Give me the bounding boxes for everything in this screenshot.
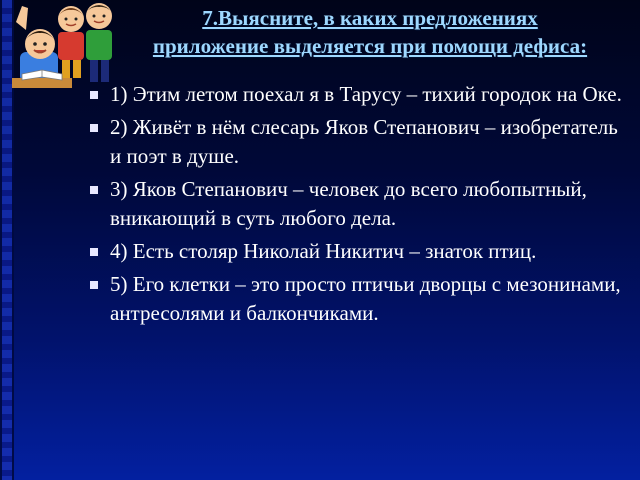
- list-item-text: 3) Яков Степанович – человек до всего любопытный, вникающий в суть любого дела.: [110, 177, 587, 230]
- bullet-square-icon: [90, 91, 98, 99]
- slide-title-line-1: 7.Выясните, в каких предложениях: [202, 6, 538, 30]
- list-item-text: 4) Есть столяр Николай Никитич – знаток птиц.: [110, 239, 537, 263]
- list-item-text: 5) Его клетки – это просто птичьи дворцы с мезонинами, антресолями и балкончиками.: [110, 272, 621, 325]
- list-item-text: 2) Живёт в нём слесарь Яков Степанович – изобретатель и поэт в душе.: [110, 115, 618, 168]
- slide-title: [105, 4, 635, 60]
- bullet-square-icon: [90, 248, 98, 256]
- list-item: [90, 270, 625, 328]
- list-item: [90, 80, 625, 109]
- slide-title-line-2: приложение выделяется при помощи дефиса:: [152, 34, 588, 58]
- bullet-square-icon: [90, 124, 98, 132]
- list-item-text: 1) Этим летом поехал я в Тарусу – тихий городок на Оке.: [110, 82, 622, 106]
- list-item: [90, 175, 625, 233]
- sentence-list: [90, 80, 625, 332]
- list-item: [90, 237, 625, 266]
- bullet-square-icon: [90, 186, 98, 194]
- list-item: [90, 113, 625, 171]
- bullet-square-icon: [90, 281, 98, 289]
